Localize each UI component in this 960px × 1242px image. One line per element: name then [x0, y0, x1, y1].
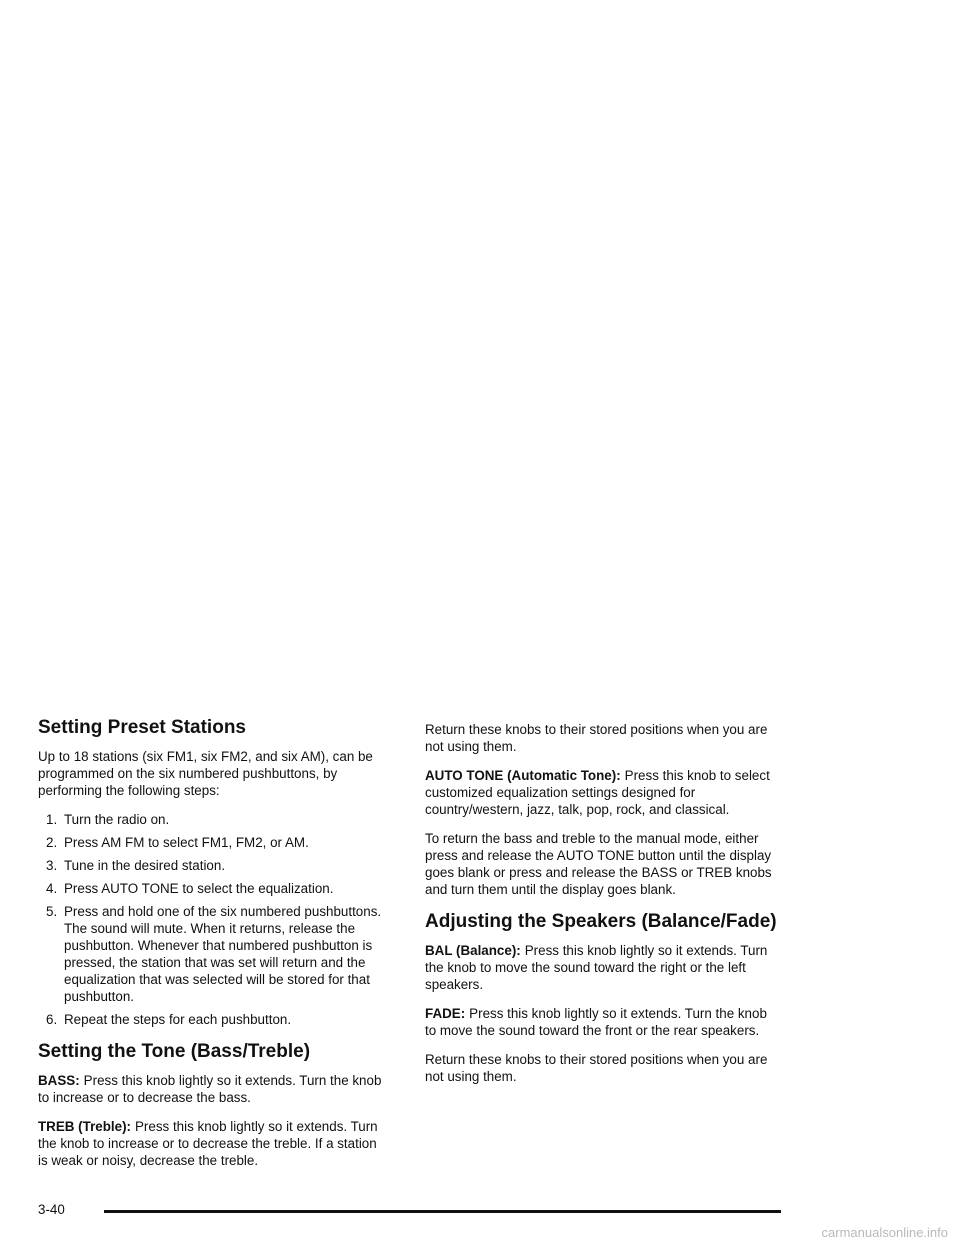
step-number: 5. — [46, 904, 58, 919]
auto-tone-term: AUTO TONE (Automatic Tone): — [425, 768, 621, 783]
bal-paragraph — [425, 942, 777, 993]
preset-intro: Up to 18 stations (six FM1, six FM2, and six AM), can be programmed on the six numbered pushbuttons, by performing the following steps: — [38, 749, 373, 798]
tone-heading: Setting the Tone (Bass/Treble) — [38, 1041, 311, 1062]
bal-text: Press this knob lightly so it extends. Turn the knob to move the sound toward the right or the left speakers. — [425, 943, 768, 992]
step-text: Turn the radio on. — [64, 812, 170, 827]
list-item — [38, 1011, 388, 1028]
speakers-heading: Adjusting the Speakers (Balance/Fade) — [425, 911, 777, 932]
watermark: carmanualsonline.info — [821, 1225, 948, 1240]
treb-text: Press this knob lightly so it extends. Turn the knob to increase or to decrease the treble. If a station is weak or noisy, decrease the treble. — [38, 1119, 378, 1168]
auto-tone-text: Press this knob to select customized equalization settings designed for country/western, jazz, talk, pop, rock, and classical. — [425, 768, 770, 817]
manual-mode-paragraph: To return the bass and treble to the manual mode, either press and release the AUTO TONE button until the display goes blank or press and release the BASS or TREB knobs and turn them until the display goes blank. — [425, 831, 772, 897]
step-number: 4. — [46, 881, 58, 896]
right-column — [425, 721, 777, 1097]
step-number: 2. — [46, 835, 58, 850]
list-item — [38, 857, 388, 874]
preset-heading: Setting Preset Stations — [38, 717, 246, 738]
fade-paragraph — [425, 1005, 777, 1039]
bass-paragraph — [38, 1072, 388, 1106]
list-item — [38, 903, 388, 1005]
speakers-return-paragraph: Return these knobs to their stored positions when you are not using them. — [425, 1052, 768, 1084]
return-paragraph: Return these knobs to their stored positions when you are not using them. — [425, 722, 768, 754]
step-text: Press and hold one of the six numbered pushbuttons. The sound will mute. When it returns, release the pushbutton. Whenever that numbered pushbutton is pressed, the station that was set will return and the equalization that was selected will be stored for that pushbutton. — [64, 904, 382, 1004]
treb-term: TREB (Treble): — [38, 1119, 131, 1134]
fade-term: FADE: — [425, 1006, 466, 1021]
step-text: Press AM FM to select FM1, FM2, or AM. — [64, 835, 309, 850]
list-item — [38, 834, 388, 851]
page-number: 3-40 — [38, 1202, 65, 1217]
footer-rule — [104, 1210, 781, 1213]
auto-tone-paragraph — [425, 767, 777, 818]
step-text: Press AUTO TONE to select the equalization. — [64, 881, 334, 896]
step-text: Repeat the steps for each pushbutton. — [64, 1012, 292, 1027]
list-item — [38, 880, 388, 897]
step-number: 6. — [46, 1012, 58, 1027]
bass-text: Press this knob lightly so it extends. Turn the knob to increase or to decrease the bass. — [38, 1073, 382, 1105]
list-item — [38, 811, 388, 828]
bal-term: BAL (Balance): — [425, 943, 521, 958]
step-number: 3. — [46, 858, 58, 873]
preset-steps-list — [38, 811, 388, 1028]
step-number: 1. — [46, 812, 58, 827]
treb-paragraph — [38, 1118, 388, 1169]
bass-term: BASS: — [38, 1073, 80, 1088]
step-text: Tune in the desired station. — [64, 858, 226, 873]
fade-text: Press this knob lightly so it extends. Turn the knob to move the sound toward the front or the rear speakers. — [425, 1006, 767, 1038]
left-column — [38, 716, 388, 1181]
